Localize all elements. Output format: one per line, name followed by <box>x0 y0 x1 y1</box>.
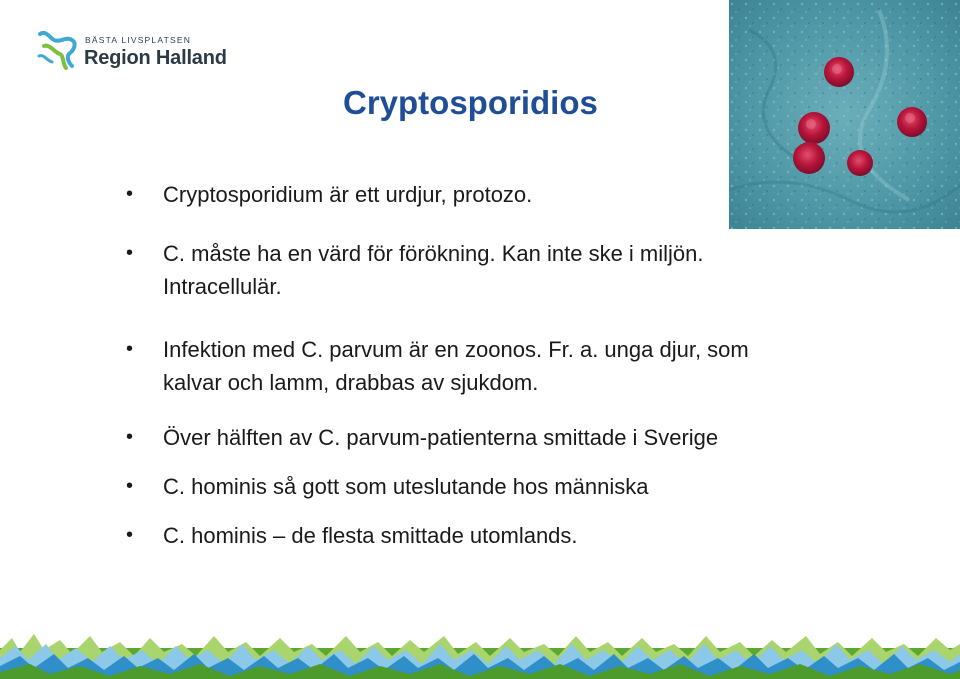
bullet-text: Infektion med C. parvum är en zoonos. Fr. a. unga djur, som kalvar och lamm, drabbas av sjukdom. <box>163 337 749 395</box>
bullet-text: Över hälften av C. parvum-patienterna smittade i Sverige <box>163 425 719 450</box>
bullet-glyph: • <box>126 524 134 546</box>
bullet-text: Cryptosporidium är ett urdjur, protozo. <box>163 182 533 207</box>
logo-org-name: Region Halland <box>84 47 227 69</box>
slide-title: Cryptosporidios <box>343 84 598 121</box>
bullet-glyph: • <box>126 183 134 205</box>
bullet-glyph: • <box>126 475 134 497</box>
bullet-text: C. hominis så gott som uteslutande hos människa <box>163 474 649 499</box>
bullet-glyph: • <box>126 338 134 360</box>
bullet-text: C. hominis – de flesta smittade utomlands. <box>163 523 578 548</box>
logo-tagline: BÄSTA LIVSPLATSEN <box>85 35 192 45</box>
bullet-glyph: • <box>126 242 134 264</box>
footer-grass-decoration <box>0 630 960 679</box>
bullet-glyph: • <box>126 426 134 448</box>
region-halland-logo[interactable] <box>36 28 246 76</box>
river-logo-icon <box>36 28 82 76</box>
bullet-text: C. måste ha en värd för förökning. Kan inte ske i miljön. Intracellulär. <box>163 241 704 299</box>
